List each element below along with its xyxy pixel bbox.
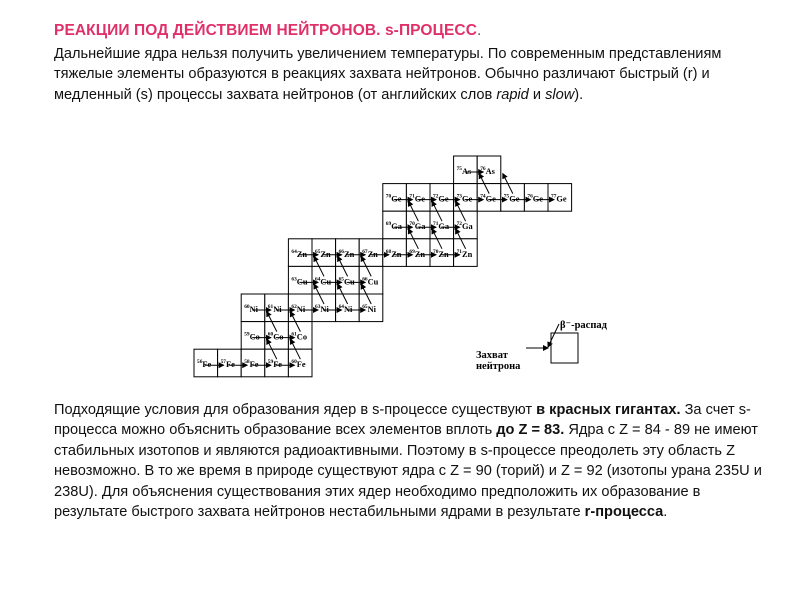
nuclide-label-60-fe: $^{60}$Fe <box>291 359 306 370</box>
nuclide-label-67-zn: $^{67}$Zn <box>362 248 378 259</box>
nuclide-label-66-zn: $^{66}$Zn <box>338 248 355 259</box>
outro-text-4: . <box>663 504 668 521</box>
nuclide-label-77-ge: $^{77}$Ge <box>551 193 567 204</box>
intro-rapid: rapid <box>496 86 529 103</box>
outro-text-1: Подходящие условия для образования ядер в s-процессе существуют <box>54 402 537 418</box>
nuclide-label-65-zn: $^{65}$Zn <box>315 248 331 259</box>
nuclide-label-74-ge: $^{74}$Ge <box>480 193 496 204</box>
nuclide-label-64-ni: $^{64}$Ni <box>338 304 353 314</box>
nuclide-label-56-fe: $^{56}$Fe <box>197 359 212 370</box>
slide-title <box>54 22 481 40</box>
nuclide-label-62-ni: $^{62}$Ni <box>291 304 306 314</box>
outro-text-2: За счет s-процесса можно объяснить образование всех элементов вплоть <box>54 402 751 439</box>
nuclide-label-75-as: $^{75}$As <box>456 166 472 176</box>
nuclide-grid <box>194 156 572 377</box>
nuclide-label-71-ge: $^{71}$Ge <box>409 193 426 204</box>
nuclide-label-76-as: $^{76}$As <box>480 166 495 176</box>
nuclide-label-70-ge: $^{70}$Ge <box>385 193 402 204</box>
nuclide-label-64-zn: $^{64}$Zn <box>291 248 308 259</box>
nuclide-label-63-ni: $^{63}$Ni <box>315 304 329 314</box>
nuclide-label-76-ge: $^{76}$Ge <box>527 193 544 204</box>
nuclide-label-69-ga: $^{69}$Ga <box>385 221 402 232</box>
nuclide-label-68-zn: $^{68}$Zn <box>385 248 402 259</box>
nuclide-label-73-ge: $^{73}$Ge <box>456 193 473 204</box>
nuclide-label-70-zn: $^{70}$Zn <box>433 248 449 259</box>
intro-paragraph <box>54 44 759 105</box>
nuclide-label-69-zn: $^{69}$Zn <box>409 248 426 259</box>
nuclide-label-75-ge: $^{75}$Ge <box>503 193 520 204</box>
legend-capture-label-2: нейтрона <box>476 361 521 372</box>
legend-capture-label-1: Захват <box>476 350 508 361</box>
nuclide-label-59-co: $^{59}$Co <box>244 331 260 342</box>
nuclide-label-65-ni: $^{65}$Ni <box>362 304 376 314</box>
outro-paragraph <box>54 400 769 522</box>
diagram-legend <box>476 320 608 372</box>
nuclide-label-58-fe: $^{58}$Fe <box>244 359 259 370</box>
nuclide-label-72-ga: $^{72}$Ga <box>456 221 473 232</box>
nuclide-label-63-cu: $^{63}$Cu <box>291 276 308 287</box>
s-process-nuclide-chart <box>180 150 700 396</box>
nuclide-label-72-ge: $^{72}$Ge <box>433 193 449 204</box>
title-text: РЕАКЦИИ ПОД ДЕЙСТВИЕМ НЕЙТРОНОВ. s-ПРОЦЕСС <box>54 22 478 39</box>
legend-beta-label: β⁻-распад <box>560 320 607 331</box>
nuclide-label-60-ni: $^{60}$Ni <box>244 304 258 314</box>
outro-bold-r-process: r-процесса <box>584 504 664 521</box>
nuclide-label-70-ga: $^{70}$Ga <box>409 221 426 232</box>
intro-slow: slow <box>545 86 575 103</box>
intro-end: ). <box>574 86 584 103</box>
title-dot: . <box>477 22 482 39</box>
nuclide-label-66-cu: $^{66}$Cu <box>362 276 379 287</box>
intro-text: Дальнейшие ядра нельзя получить увеличением температуры. По современным представлениям тяжелые элементы образуются в реакциях захвата нейтронов. Обычно различают быстрый (r) и медленный (s) процессы захвата нейтронов (от английских слов <box>54 46 722 103</box>
outro-bold-z83: до Z = 83. <box>496 422 565 439</box>
outro-text-3: Ядра с Z = 84 - 89 не имеют стабильных изотопов и являются радиоактивными. Поэтому в s-процессе преодолеть эту область Z невозможно. В то же время в природе существуют ядра с Z = 90 (торий) и Z = 92 (изотопы урана 235U и 238U). Для объяснения существования этих ядер необходимо предположить их образование в результате быстрого захвата нейтронов нестабильными ядрами в результате <box>54 422 762 521</box>
nuclide-label-71-ga: $^{71}$Ga <box>433 221 450 232</box>
legend-cell <box>551 333 578 363</box>
nuclide-label-65-cu: $^{65}$Cu <box>338 276 355 287</box>
intro-and: и <box>528 86 546 103</box>
nuclide-label-71-zn: $^{71}$Zn <box>456 248 473 259</box>
nuclide-label-61-co: $^{61}$Co <box>291 331 308 342</box>
nuclide-label-60-co: $^{60}$Co <box>267 331 284 342</box>
nuclide-label-61-ni: $^{61}$Ni <box>267 304 282 314</box>
nuclide-label-57-fe: $^{57}$Fe <box>220 359 235 370</box>
nuclide-label-64-cu: $^{64}$Cu <box>315 276 332 287</box>
outro-bold-red-giants: в красных гигантах. <box>536 402 681 418</box>
nuclide-label-59-fe: $^{59}$Fe <box>267 359 283 370</box>
